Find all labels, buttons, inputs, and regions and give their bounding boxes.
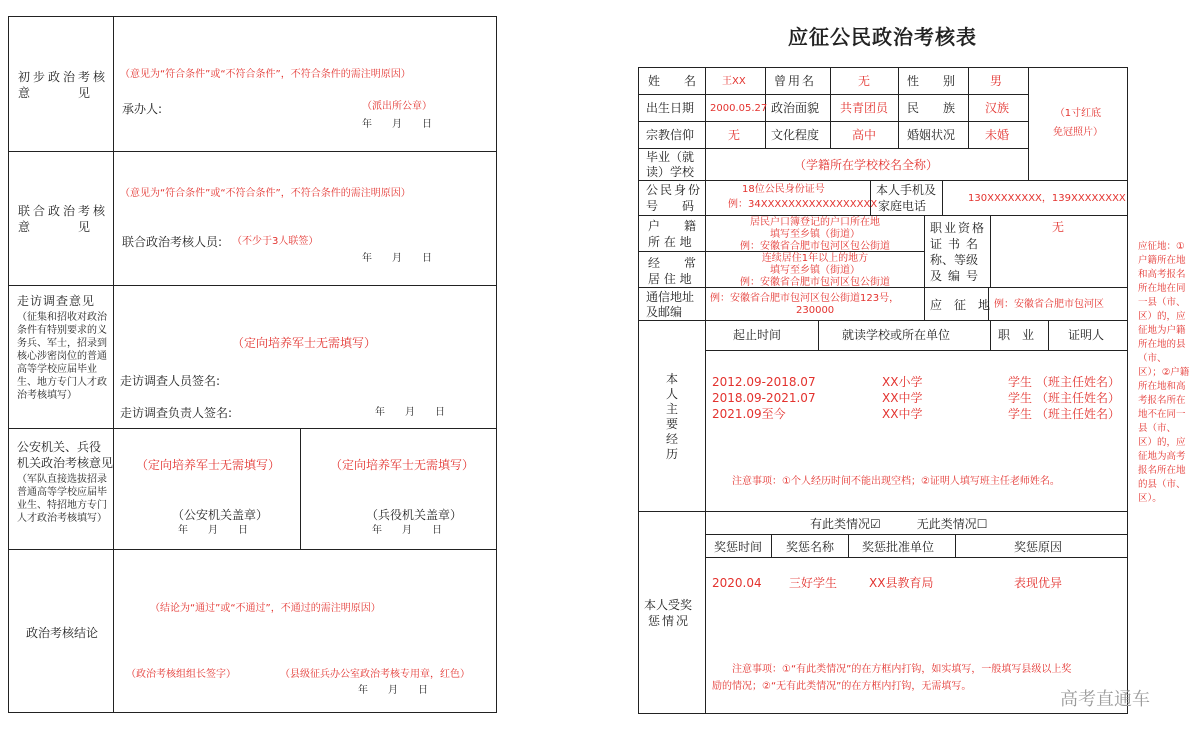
school-value: （学籍所在学校校名全称） [794, 158, 939, 172]
resume-job: 学生 [1008, 391, 1033, 405]
award-header: 奖惩批准单位 [862, 540, 935, 554]
police-military-title: 公安机关、兵役 [17, 440, 102, 454]
resume-header: 就读学校或所在单位 [842, 328, 951, 342]
resume-period: 2021.09至今 [712, 407, 786, 421]
resume-header: 起止时间 [733, 328, 782, 342]
award-note: 注意事项：①“有此类情况”的在方框内打钩，如实填写，一般填写县级以上奖 [732, 664, 1072, 675]
visit-survey-note: 生、地方专门人才政 [17, 377, 107, 388]
visit-survey-note: 治考核填写） [17, 390, 77, 401]
ethnic-value: 汉族 [985, 101, 1010, 115]
col-line [771, 534, 772, 557]
phone-label: 本人手机及 [876, 183, 937, 197]
police-military-note: 业生、特招地方专门 [17, 500, 107, 511]
police-military-note: 人才政治考核填写） [17, 513, 107, 524]
date-line: 年 月 日 [362, 119, 432, 130]
resume-label: 经 [666, 432, 679, 446]
left-divider [8, 285, 497, 286]
left-divider [8, 549, 497, 550]
left-divider [8, 428, 497, 429]
joint-people-note: （不少于3人联签） [232, 236, 319, 247]
col-line [990, 320, 991, 350]
date-line: 年 月 日 [375, 407, 445, 418]
award-date: 2020.04 [712, 576, 762, 590]
resume-label: 主 [666, 402, 679, 416]
phone-label: 家庭电话 [878, 199, 927, 213]
date-line: 年 月 日 [362, 253, 432, 264]
resume-header: 证明人 [1068, 328, 1105, 342]
joint-people-label: 联合政治考核人员: [122, 235, 223, 249]
left-stamp-divider [300, 428, 301, 549]
conclusion-label: 政治考核结论 [26, 626, 99, 640]
police-military-note: 普通高等学校应届毕 [17, 487, 107, 498]
police-stamp: （派出所公章） [362, 101, 432, 112]
religion-value: 无 [728, 128, 741, 142]
row-line [638, 180, 1128, 181]
resume-school: XX中学 [882, 391, 923, 405]
political-label: 政治面貌 [771, 101, 820, 115]
resume-period: 2018.09-2021.07 [712, 391, 816, 405]
col-line [848, 534, 849, 557]
col-line [942, 180, 943, 215]
joint-review-opinion: （意见为“符合条件”或“不符合条件”，不符合条件的需注明原因） [120, 188, 411, 199]
col-line [990, 215, 991, 287]
col-line [924, 215, 925, 320]
education-value: 高中 [852, 128, 877, 142]
resume-referee: （班主任姓名） [1036, 407, 1121, 421]
resume-label: 历 [666, 447, 679, 461]
sex-value: 男 [990, 74, 1003, 88]
resume-period: 2012.09-2018.07 [712, 375, 816, 389]
resume-school: XX小学 [882, 375, 923, 389]
police-military-note: （军队直接选拔招录 [17, 474, 107, 485]
visit-survey-note: （征集和招收对政治 [17, 312, 107, 323]
row-line [705, 350, 1128, 351]
cert-label: 称、等级 [930, 253, 979, 267]
address-label: 及邮编 [646, 305, 683, 319]
col-line [830, 67, 831, 148]
visit-survey-note: 条件有特别要求的义 [17, 325, 107, 336]
county-seal: （县级征兵办公室政治考核专用章，红色） [280, 669, 470, 680]
award-header: 奖惩名称 [786, 540, 835, 554]
row-line [638, 121, 1028, 122]
birth-label: 出生日期 [646, 101, 695, 115]
id-note: 18位公民身份证号 [742, 184, 825, 195]
award-note: 励的情况；②“无有此类情况”的在方框内打钩，无需填写。 [712, 681, 972, 692]
resume-referee: （班主任姓名） [1036, 375, 1121, 389]
col-line [818, 320, 819, 350]
marital-label: 婚姻状况 [907, 128, 956, 142]
award-checkbox-row: 有此类情况☑ 无此类情况☐ [810, 517, 988, 531]
cert-label: 证书名 [930, 237, 985, 251]
cert-value: 无 [1052, 220, 1065, 234]
visit-survey-note: 务兵、军士，招录到 [17, 338, 107, 349]
handler-label: 承办人: [122, 102, 163, 116]
watermark: 高考直通车 [1060, 689, 1150, 710]
address-value: 例：安徽省合肥市包河区包公街道123号， [710, 293, 900, 304]
religion-label: 宗教信仰 [646, 128, 695, 142]
photo-placeholder: 免冠照片） [1053, 127, 1103, 138]
date-line: 年 月 日 [178, 525, 248, 536]
award-header: 奖惩时间 [714, 540, 763, 554]
visit-survey-note: 高等学校应届毕业 [17, 364, 97, 375]
name-label: 姓 名 [648, 74, 697, 88]
visit-survey-title: 走访调查意见 [17, 294, 96, 308]
col-line [898, 67, 899, 148]
residence-value: 填写至乡镇（街道） [770, 265, 860, 276]
residence-value: 连续居住1年以上的地方 [761, 253, 869, 264]
enlist-label: 应 征 地 [930, 298, 991, 312]
hukou-value: 例：安徽省合肥市包河区包公街道 [740, 241, 890, 252]
award-label: 惩情况 [648, 614, 691, 628]
date-line: 年 月 日 [358, 685, 428, 696]
row-line [705, 534, 1128, 535]
hukou-value: 填写至乡镇（街道） [770, 229, 860, 240]
resume-job: 学生 [1008, 407, 1033, 421]
joint-review-label: 联合政治考核 [18, 204, 109, 218]
resume-note: 注意事项：①个人经历时间不能出现空档；②证明人填写班主任老师姓名。 [732, 476, 1060, 487]
resume-referee: （班主任姓名） [1036, 391, 1121, 405]
address-label: 通信地址 [646, 290, 695, 304]
col-line [1028, 67, 1029, 180]
residence-label: 经 常 [648, 256, 697, 270]
resume-label: 本 [666, 372, 679, 386]
row-line [705, 557, 1128, 558]
left-divider [8, 151, 497, 152]
postcode-value: 230000 [796, 305, 835, 316]
award-header: 奖惩原因 [1014, 540, 1063, 554]
political-value: 共青团员 [840, 101, 889, 115]
col-line [1048, 320, 1049, 350]
police-military-title: 机关政治考核意见 [17, 456, 114, 470]
resume-job: 学生 [1008, 375, 1033, 389]
enlistment-place-note: 应征地：①户籍所在地和高考报名所在地在同一县（市、区）的，应征地为户籍所在地的县（市、区）；②户籍所在地和高考报名所在地不在同一县（市、区）的，应征地为高考报名所在地的县（市、区）。 [1138, 241, 1190, 504]
col-line [955, 534, 956, 557]
name-value: 王XX [722, 76, 746, 87]
hukou-value: 居民户口簿登记的户口所在地 [750, 217, 880, 228]
military-stamp: （兵役机关盖章） [366, 508, 463, 522]
cert-label: 及编号 [930, 269, 985, 283]
hukou-label: 户 籍 [648, 219, 697, 233]
date-line: 年 月 日 [372, 525, 442, 536]
phone-value: 130XXXXXXXX，139XXXXXXXX [968, 193, 1126, 204]
id-example: 例：34XXXXXXXXXXXXXXXXX [728, 199, 878, 210]
initial-review-label: 初步政治考核 [18, 70, 109, 84]
photo-placeholder: （1寸红底 [1054, 108, 1102, 119]
directed-cadet-note: （定向培养军士无需填写） [232, 336, 377, 350]
visit-staff-signature: 走访调查人员签名: [120, 374, 221, 388]
residence-label: 居 住 地 [648, 272, 692, 286]
education-label: 文化程度 [771, 128, 820, 142]
left-label-column [113, 16, 114, 713]
award-reason: 表现优异 [1014, 576, 1063, 590]
row-line [638, 148, 1028, 149]
id-label: 公民身份 [646, 183, 703, 197]
form-title: 应征公民政治考核表 [788, 25, 977, 49]
directed-cadet-note: （定向培养军士无需填写） [136, 458, 281, 472]
school-label: 毕业（就 [646, 150, 695, 164]
col-line [705, 67, 706, 714]
marital-value: 未婚 [985, 128, 1010, 142]
sex-label: 性 别 [907, 74, 956, 88]
cert-label: 职业资格 [930, 221, 987, 235]
police-stamp: （公安机关盖章） [172, 508, 269, 522]
leader-signature: （政治考核组组长签字） [126, 669, 236, 680]
resume-label: 要 [666, 417, 679, 431]
award-name: 三好学生 [789, 576, 838, 590]
visit-survey-note: 核心涉密岗位的普通 [17, 351, 107, 362]
initial-review-opinion: （意见为“符合条件”或“不符合条件”，不符合条件的需注明原因） [120, 69, 411, 80]
row-line [638, 94, 1028, 95]
school-label: 读）学校 [646, 165, 695, 179]
hukou-label: 所 在 地 [648, 235, 692, 249]
row-line [638, 511, 1128, 512]
directed-cadet-note: （定向培养军士无需填写） [330, 458, 475, 472]
resume-label: 人 [666, 387, 679, 401]
row-line [638, 320, 1128, 321]
former-name-value: 无 [858, 74, 871, 88]
award-label: 本人受奖 [644, 598, 693, 612]
enlist-value: 例：安徽省合肥市包河区 [994, 299, 1104, 310]
birth-value: 2000.05.27 [710, 103, 768, 114]
ethnic-label: 民 族 [907, 101, 956, 115]
resume-school: XX中学 [882, 407, 923, 421]
former-name-label: 曾用名 [774, 74, 817, 88]
conclusion-note: （结论为“通过”或“不通过”，不通过的需注明原因） [150, 603, 381, 614]
col-line [968, 67, 969, 148]
id-label: 号 码 [646, 199, 695, 213]
residence-value: 例：安徽省合肥市包河区包公街道 [740, 277, 890, 288]
resume-header: 职 业 [998, 328, 1035, 342]
joint-review-label: 意 见 [18, 220, 91, 234]
initial-review-label: 意 见 [18, 86, 91, 100]
visit-leader-signature: 走访调查负责人签名: [120, 406, 233, 420]
award-authority: XX县教育局 [869, 576, 934, 590]
